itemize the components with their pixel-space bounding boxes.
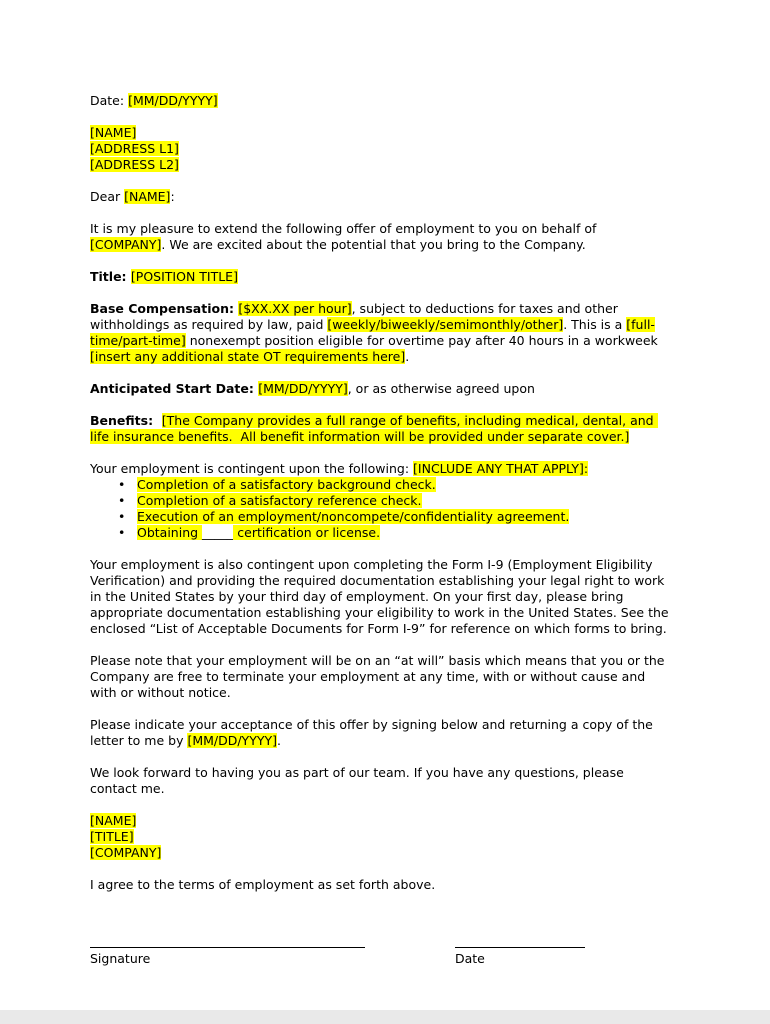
- list-item: [90, 525, 672, 541]
- text-run: . This is a: [563, 317, 627, 332]
- text-run: , or as otherwise agreed upon: [347, 381, 535, 396]
- list-item-text: [137, 509, 569, 525]
- recipient-name-placeholder: [NAME]: [90, 125, 137, 140]
- certification-item-start: Obtaining: [137, 525, 203, 540]
- text-run: Dear: [90, 189, 125, 204]
- pay-frequency-placeholder: [weekly/biweekly/semimonthly/other]: [327, 317, 564, 332]
- address-line1-placeholder: [ADDRESS L1]: [90, 141, 179, 156]
- list-item-text: [137, 477, 436, 493]
- bullet-icon: •: [118, 525, 126, 540]
- signature-field-signature: [90, 933, 365, 967]
- text-run: Anticipated Start Date:: [90, 381, 259, 396]
- text-run: Title:: [90, 269, 131, 284]
- document-body: [90, 93, 672, 967]
- reply-date-placeholder: [MM/DD/YYYY]: [187, 733, 277, 748]
- recipient-address-1: [90, 141, 672, 157]
- benefits-paragraph: [90, 413, 672, 445]
- contingency-intro: [90, 461, 672, 477]
- benefits-placeholder: [The Company provides a full range of benefits, including medical, dental, and life insurance benefits. All benefit information will be provided under separate cover.]: [90, 413, 658, 444]
- date-line: [90, 93, 672, 109]
- certification-item-end: certification or license.: [233, 525, 381, 540]
- date-label: Date: [455, 951, 485, 966]
- bullet-icon: •: [118, 493, 126, 508]
- text-run: Base Compensation:: [90, 301, 239, 316]
- text-run: Benefits:: [90, 413, 162, 428]
- list-item: [90, 477, 672, 493]
- agreement-item: Execution of an employment/noncompete/confidentiality agreement.: [137, 509, 570, 524]
- text-run: :: [170, 189, 175, 204]
- position-title-placeholder: [POSITION TITLE]: [130, 269, 238, 284]
- ot-requirements-placeholder: [insert any additional state OT requirements here]: [90, 349, 406, 364]
- start-date-line: [90, 381, 672, 397]
- certification-blank: _____: [202, 525, 234, 540]
- sender-title-placeholder: [TITLE]: [90, 829, 134, 844]
- contingency-placeholder: [INCLUDE ANY THAT APPLY]:: [413, 461, 589, 476]
- salutation-name-placeholder: [NAME]: [124, 189, 171, 204]
- list-item: [90, 493, 672, 509]
- acceptance-paragraph: [90, 717, 672, 749]
- sender-company: [90, 845, 672, 861]
- date-signing-line: [455, 933, 585, 948]
- signature-block: [90, 933, 672, 967]
- compensation-paragraph: [90, 301, 672, 365]
- text-run: . We are excited about the potential that you bring to the Company.: [161, 237, 586, 252]
- list-item: [90, 509, 672, 525]
- sender-title: [90, 829, 672, 845]
- sender-name-placeholder: [NAME]: [90, 813, 137, 828]
- at-will-paragraph: [90, 653, 672, 701]
- start-date-placeholder: [MM/DD/YYYY]: [258, 381, 348, 396]
- address-line2-placeholder: [ADDRESS L2]: [90, 157, 179, 172]
- contingency-list: [90, 477, 672, 541]
- text-run: I agree to the terms of employment as set forth above.: [90, 877, 436, 892]
- recipient-address-2: [90, 157, 672, 173]
- text-run: It is my pleasure to extend the following offer of employment to you on behalf of: [90, 221, 601, 236]
- text-run: Date:: [90, 93, 129, 108]
- date-placeholder: [MM/DD/YYYY]: [128, 93, 218, 108]
- text-run: nonexempt position eligible for overtime pay after 40 hours in a workweek: [185, 333, 662, 348]
- bullet-icon: •: [118, 509, 126, 524]
- text-run: We look forward to having you as part of our team. If you have any questions, please contact me.: [90, 765, 628, 796]
- intro-paragraph: [90, 221, 672, 253]
- sender-name: [90, 813, 672, 829]
- signature-signing-line: [90, 933, 365, 948]
- signature-label: Signature: [90, 951, 151, 966]
- signature-field-date: [455, 933, 585, 967]
- i9-paragraph: [90, 557, 672, 637]
- background-check-item: Completion of a satisfactory background check.: [137, 477, 436, 492]
- agreement-line: [90, 877, 672, 893]
- text-run: .: [276, 733, 281, 748]
- text-run: , subject to deductions for taxes and other withholdings as required by law, paid: [90, 301, 622, 332]
- company-placeholder: [COMPANY]: [90, 237, 162, 252]
- text-run: Your employment is contingent upon the following:: [90, 461, 414, 476]
- text-run: Please note that your employment will be on an “at will” basis which means that you or the Company are free to terminate your employment at any time, with or without cause and with or without notice.: [90, 653, 669, 700]
- pay-rate-placeholder: [$XX.XX per hour]: [238, 301, 352, 316]
- title-line: [90, 269, 672, 285]
- text-run: .: [405, 349, 410, 364]
- sender-company-placeholder: [COMPANY]: [90, 845, 162, 860]
- text-run: Your employment is also contingent upon completing the Form I-9 (Employment Eligibility Verification) and providing the required documentation establishing your legal right to work in the United States by your third day of employment. On your first day, please bring appropriate documentation establishing your eligibility to work in the United States. See the enclosed “List of Acceptable Documents for Form I-9” for reference on which forms to bring.: [90, 557, 673, 636]
- list-item-text: [137, 493, 422, 509]
- bullet-icon: •: [118, 477, 126, 492]
- reference-check-item: Completion of a satisfactory reference check.: [137, 493, 422, 508]
- text-run: Please indicate your acceptance of this offer by signing below and returning a copy of the letter to me by: [90, 717, 657, 748]
- closing-paragraph: [90, 765, 672, 797]
- recipient-name: [90, 125, 672, 141]
- salutation: [90, 189, 672, 205]
- list-item-text: [137, 525, 380, 541]
- employment-type-placeholder: [full-time/part-time]: [90, 317, 655, 348]
